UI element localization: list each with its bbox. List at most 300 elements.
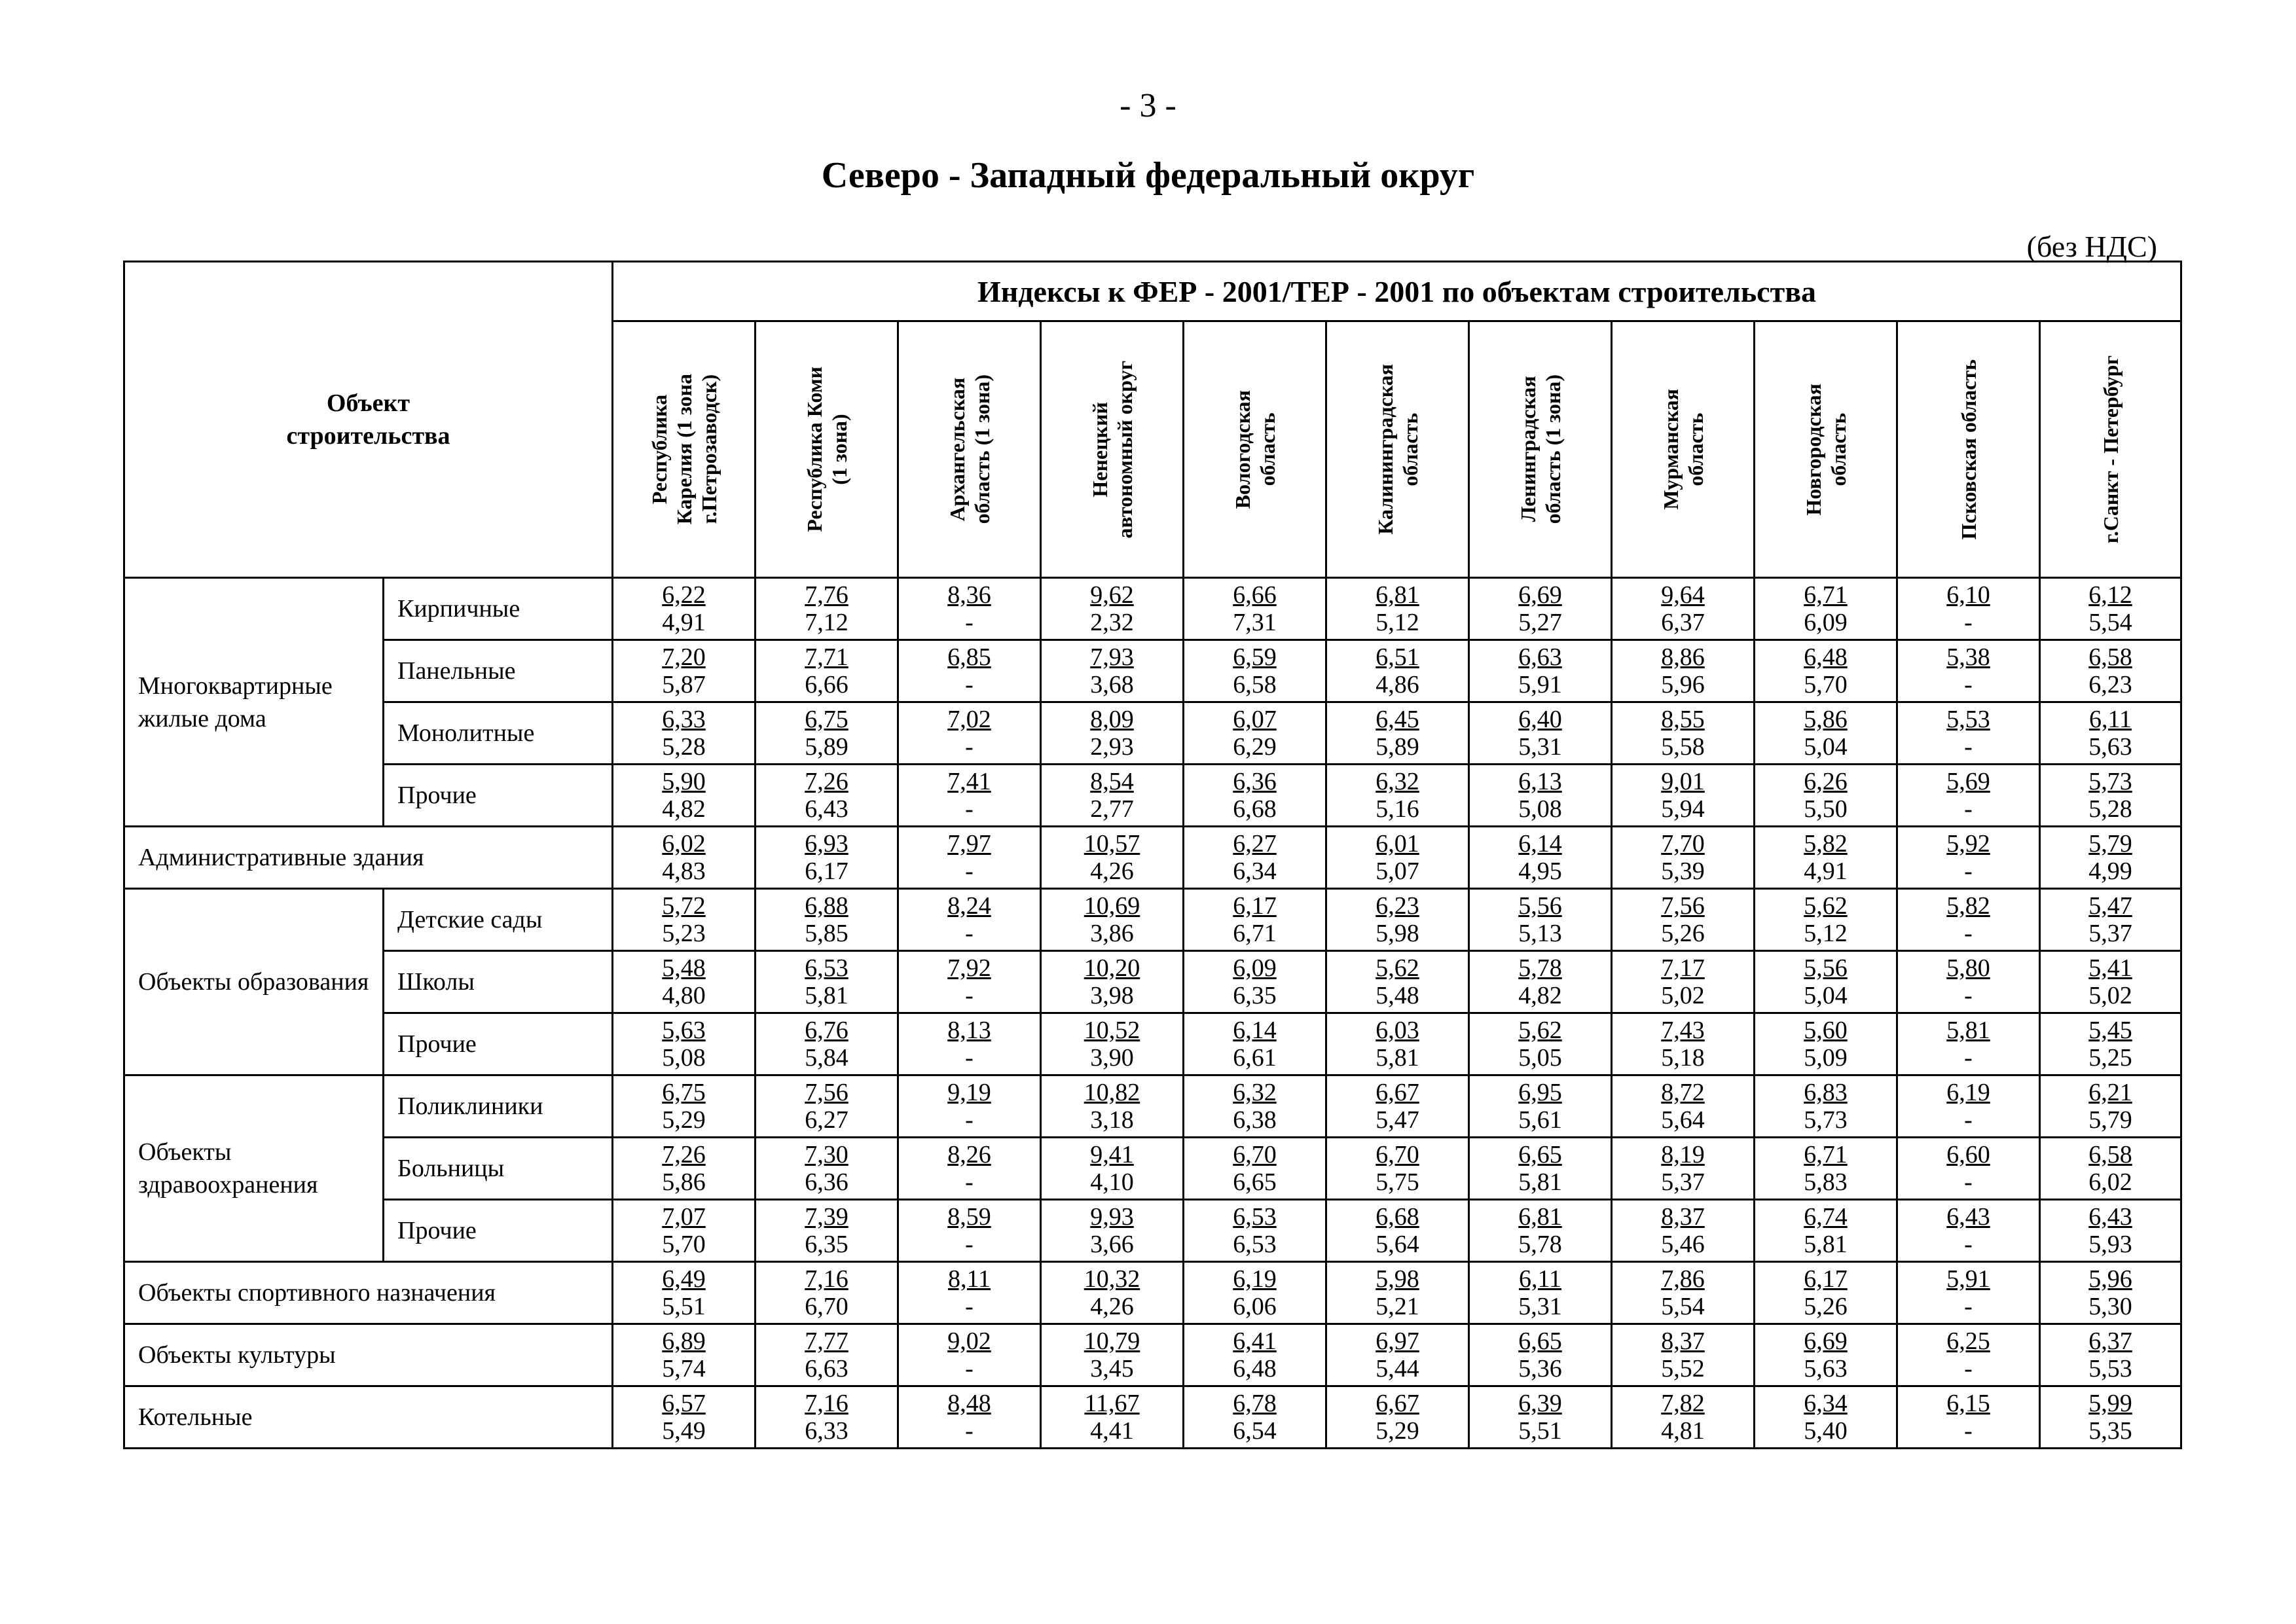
index-cell <box>1326 640 1469 702</box>
ter-index: 4,81 <box>1661 1417 1705 1445</box>
fer-index: 5,38 <box>1946 643 1990 671</box>
fer-index: 7,77 <box>805 1327 848 1355</box>
ter-index: 6,68 <box>1233 795 1277 823</box>
fer-index: 10,52 <box>1084 1017 1140 1044</box>
fer-index: 10,69 <box>1084 892 1140 920</box>
ter-index: 5,78 <box>1518 1231 1562 1258</box>
fer-index: 6,32 <box>1233 1079 1277 1106</box>
ter-index: 5,44 <box>1376 1355 1419 1382</box>
ter-index: 5,05 <box>1518 1044 1562 1072</box>
ter-index: 3,18 <box>1090 1106 1134 1134</box>
fer-index: 5,48 <box>662 954 706 982</box>
ter-index: 5,49 <box>662 1417 706 1445</box>
index-cell <box>1326 951 1469 1013</box>
fer-index: 6,27 <box>1233 830 1277 857</box>
index-cell <box>1612 951 1755 1013</box>
index-cell <box>1184 1262 1326 1324</box>
ter-index: 5,29 <box>662 1106 706 1134</box>
ter-index: 6,65 <box>1233 1168 1277 1196</box>
fer-index: 5,96 <box>2088 1265 2132 1293</box>
index-cell <box>1897 1013 2040 1075</box>
ter-index: 5,58 <box>1661 733 1705 761</box>
ter-index: 6,54 <box>1233 1417 1277 1445</box>
subtype-label: Прочие <box>384 765 613 827</box>
subtype-label: Школы <box>384 951 613 1013</box>
ter-index: 5,37 <box>2088 920 2132 947</box>
fer-index: 7,16 <box>805 1265 848 1293</box>
ter-index: - <box>965 1106 974 1134</box>
table-row <box>124 1200 2181 1262</box>
ter-index: 5,83 <box>1804 1168 1848 1196</box>
fer-index: 6,74 <box>1804 1203 1848 1231</box>
ter-index: 3,45 <box>1090 1355 1134 1382</box>
fer-index: 5,62 <box>1804 892 1848 920</box>
index-cell <box>2040 1200 2181 1262</box>
fer-index: 10,79 <box>1084 1327 1140 1355</box>
index-cell <box>1469 1386 1612 1449</box>
fer-index: 5,91 <box>1946 1265 1990 1293</box>
index-cell <box>1326 1200 1469 1262</box>
fer-index: 7,56 <box>805 1079 848 1106</box>
fer-index: 7,20 <box>662 643 706 671</box>
index-cell <box>756 951 898 1013</box>
ter-index: 5,12 <box>1804 920 1848 947</box>
fer-index: 7,26 <box>805 768 848 795</box>
table-row <box>124 1324 2181 1386</box>
fer-index: 6,40 <box>1518 706 1562 733</box>
fer-index: 7,92 <box>947 954 991 982</box>
ter-index: 5,39 <box>1661 857 1705 885</box>
index-cell <box>2040 827 2181 889</box>
index-cell <box>1612 640 1755 702</box>
fer-index: 5,79 <box>2088 830 2132 857</box>
index-cell <box>1755 765 1897 827</box>
ter-index: 5,26 <box>1661 920 1705 947</box>
subtype-label: Детские сады <box>384 889 613 951</box>
ter-index: - <box>1964 1044 1973 1072</box>
ter-index: 2,93 <box>1090 733 1134 761</box>
ter-index: - <box>965 671 974 698</box>
index-cell <box>1184 951 1326 1013</box>
fer-index: 8,72 <box>1661 1079 1705 1106</box>
index-cell <box>898 1386 1041 1449</box>
ter-index: 5,94 <box>1661 795 1705 823</box>
index-cell <box>2040 1075 2181 1138</box>
ter-index: 5,86 <box>662 1168 706 1196</box>
fer-index: 6,71 <box>1804 1141 1848 1168</box>
fer-index: 6,33 <box>662 706 706 733</box>
ter-index: - <box>965 1231 974 1258</box>
ter-index: 5,81 <box>1518 1168 1562 1196</box>
fer-index: 10,20 <box>1084 954 1140 982</box>
index-cell <box>1184 640 1326 702</box>
index-cell <box>1897 702 2040 765</box>
region-label: Калининградская область <box>1373 364 1422 535</box>
table-row <box>124 889 2181 951</box>
ter-index: 5,89 <box>1376 733 1419 761</box>
fer-index: 6,58 <box>2088 1141 2132 1168</box>
object-label: Котельные <box>124 1386 613 1449</box>
index-cell <box>1755 1013 1897 1075</box>
ter-index: - <box>1964 795 1973 823</box>
index-cell <box>756 1386 898 1449</box>
index-cell <box>1755 951 1897 1013</box>
fer-index: 6,15 <box>1946 1390 1990 1417</box>
table-row <box>124 1386 2181 1449</box>
index-cell <box>1184 1013 1326 1075</box>
fer-index: 6,14 <box>1233 1017 1277 1044</box>
index-cell <box>1041 640 1184 702</box>
index-cell <box>1041 578 1184 640</box>
index-cell <box>2040 578 2181 640</box>
fer-index: 6,19 <box>1233 1265 1277 1293</box>
index-cell <box>613 578 756 640</box>
ter-index: 6,36 <box>805 1168 848 1196</box>
index-cell <box>1326 1075 1469 1138</box>
fer-index: 7,43 <box>1661 1017 1705 1044</box>
table-row <box>124 640 2181 702</box>
subtype-label: Монолитные <box>384 702 613 765</box>
fer-index: 10,57 <box>1084 830 1140 857</box>
fer-index: 8,26 <box>947 1141 991 1168</box>
index-cell <box>1184 1324 1326 1386</box>
index-cell <box>1469 1262 1612 1324</box>
ter-index: 4,99 <box>2088 857 2132 885</box>
fer-index: 6,21 <box>2088 1079 2132 1106</box>
fer-index: 6,67 <box>1376 1079 1419 1106</box>
fer-index: 6,66 <box>1233 581 1277 609</box>
index-cell <box>1755 640 1897 702</box>
index-cell <box>2040 1262 2181 1324</box>
index-cell <box>756 765 898 827</box>
region-label: Ненецкий автономный округ <box>1087 360 1137 539</box>
fer-index: 6,11 <box>2088 706 2132 733</box>
fer-index: 6,95 <box>1518 1079 1562 1106</box>
index-cell <box>2040 702 2181 765</box>
ter-index: 5,73 <box>1804 1106 1848 1134</box>
fer-index: 6,17 <box>1233 892 1277 920</box>
index-cell <box>1184 827 1326 889</box>
fer-index: 7,97 <box>947 830 991 857</box>
fer-index: 6,97 <box>1376 1327 1419 1355</box>
fer-index: 6,36 <box>1233 768 1277 795</box>
ter-index: 5,46 <box>1661 1231 1705 1258</box>
ter-index: 3,98 <box>1090 982 1134 1009</box>
index-cell <box>1469 827 1612 889</box>
index-cell <box>1755 1386 1897 1449</box>
fer-index: 6,75 <box>662 1079 706 1106</box>
fer-index: 5,81 <box>1946 1017 1990 1044</box>
fer-index: 6,32 <box>1376 768 1419 795</box>
fer-index: 6,39 <box>1518 1390 1562 1417</box>
ter-index: - <box>1964 1231 1973 1258</box>
fer-index: 7,16 <box>805 1390 848 1417</box>
region-header <box>898 321 1041 578</box>
ter-index: 5,96 <box>1661 671 1705 698</box>
fer-index: 5,82 <box>1804 830 1848 857</box>
fer-index: 6,89 <box>662 1327 706 1355</box>
fer-index: 6,17 <box>1804 1265 1848 1293</box>
region-label: Республика Коми (1 зона) <box>802 367 851 532</box>
index-cell <box>756 1075 898 1138</box>
index-cell <box>1469 765 1612 827</box>
index-cell <box>613 1262 756 1324</box>
ter-index: 4,82 <box>662 795 706 823</box>
index-cell <box>1184 578 1326 640</box>
fer-index: 6,53 <box>805 954 848 982</box>
region-label: Республика Карелия (1 зона г.Петрозаводск) <box>647 374 721 525</box>
ter-index: 5,28 <box>662 733 706 761</box>
index-cell <box>756 1324 898 1386</box>
fer-index: 11,67 <box>1084 1390 1140 1417</box>
ter-index: 4,80 <box>662 982 706 1009</box>
index-cell <box>756 1200 898 1262</box>
ter-index: - <box>965 733 974 761</box>
ter-index: 4,26 <box>1090 857 1134 885</box>
index-cell <box>613 1013 756 1075</box>
fer-index: 5,56 <box>1518 892 1562 920</box>
index-cell <box>1469 640 1612 702</box>
ter-index: 6,70 <box>805 1293 848 1320</box>
fer-index: 9,64 <box>1661 581 1705 609</box>
ter-index: 4,82 <box>1518 982 1562 1009</box>
index-cell <box>2040 1013 2181 1075</box>
fer-index: 6,41 <box>1233 1327 1277 1355</box>
index-cell <box>2040 1138 2181 1200</box>
index-cell <box>1897 1200 2040 1262</box>
index-cell <box>756 1013 898 1075</box>
index-cell <box>2040 640 2181 702</box>
ter-index: 5,70 <box>662 1231 706 1258</box>
index-cell <box>1469 951 1612 1013</box>
fer-index: 6,11 <box>1518 1265 1562 1293</box>
fer-index: 8,86 <box>1661 643 1705 671</box>
region-header <box>1755 321 1897 578</box>
ter-index: 5,87 <box>662 671 706 698</box>
fer-index: 6,45 <box>1376 706 1419 733</box>
index-cell <box>1897 1075 2040 1138</box>
index-cell <box>756 640 898 702</box>
ter-index: 6,09 <box>1804 609 1848 636</box>
index-cell <box>1041 951 1184 1013</box>
ter-index: - <box>1964 1293 1973 1320</box>
ter-index: 6,27 <box>805 1106 848 1134</box>
index-cell <box>1326 1138 1469 1200</box>
index-cell <box>1755 1075 1897 1138</box>
fer-index: 6,83 <box>1804 1079 1848 1106</box>
fer-index: 9,19 <box>947 1079 991 1106</box>
vat-note: (без НДС) <box>2026 230 2157 263</box>
fer-index: 5,86 <box>1804 706 1848 733</box>
index-cell <box>1897 578 2040 640</box>
ter-index: 5,63 <box>1804 1355 1848 1382</box>
ter-index: 6,53 <box>1233 1231 1277 1258</box>
index-cell <box>1041 889 1184 951</box>
index-cell <box>1326 765 1469 827</box>
index-cell <box>1469 889 1612 951</box>
fer-index: 7,39 <box>805 1203 848 1231</box>
fer-index: 8,55 <box>1661 706 1705 733</box>
index-cell <box>898 765 1041 827</box>
index-cell <box>1184 889 1326 951</box>
index-cell <box>1184 765 1326 827</box>
ter-index: 5,08 <box>662 1044 706 1072</box>
ter-index: 5,53 <box>2088 1355 2132 1382</box>
index-cell <box>1755 1262 1897 1324</box>
region-label: Ленинградская область (1 зона) <box>1516 374 1565 524</box>
ter-index: 3,86 <box>1090 920 1134 947</box>
fer-index: 6,85 <box>947 643 991 671</box>
fer-index: 5,56 <box>1804 954 1848 982</box>
index-cell <box>1041 702 1184 765</box>
fer-index: 6,70 <box>1376 1141 1419 1168</box>
index-cell <box>898 1138 1041 1200</box>
index-cell <box>1326 1262 1469 1324</box>
fer-index: 8,13 <box>947 1017 991 1044</box>
fer-index: 6,60 <box>1946 1141 1990 1168</box>
ter-index: 6,02 <box>2088 1168 2132 1196</box>
index-cell <box>1041 1262 1184 1324</box>
ter-index: - <box>965 1293 974 1320</box>
object-label: Объекты культуры <box>124 1324 613 1386</box>
fer-index: 6,07 <box>1233 706 1277 733</box>
ter-index: 5,04 <box>1804 733 1848 761</box>
fer-index: 5,47 <box>2088 892 2132 920</box>
fer-index: 7,93 <box>1090 643 1134 671</box>
fer-index: 6,22 <box>662 581 706 609</box>
region-header <box>2040 321 2181 578</box>
ter-index: - <box>965 609 974 636</box>
fer-index: 5,80 <box>1946 954 1990 982</box>
ter-index: - <box>965 795 974 823</box>
ter-index: 5,37 <box>1661 1168 1705 1196</box>
fer-index: 7,71 <box>805 643 848 671</box>
index-cell <box>1041 1138 1184 1200</box>
index-cell <box>898 1324 1041 1386</box>
index-cell <box>898 951 1041 1013</box>
region-label: Псковская область <box>1956 359 1980 540</box>
fer-index: 7,82 <box>1661 1390 1705 1417</box>
fer-index: 5,62 <box>1518 1017 1562 1044</box>
fer-index: 6,34 <box>1804 1390 1848 1417</box>
fer-index: 5,98 <box>1376 1265 1419 1293</box>
index-cell <box>613 1324 756 1386</box>
fer-index: 6,57 <box>662 1390 706 1417</box>
fer-index: 6,69 <box>1518 581 1562 609</box>
fer-index: 5,45 <box>2088 1017 2132 1044</box>
ter-index: 5,81 <box>805 982 848 1009</box>
ter-index: 5,25 <box>2088 1044 2132 1072</box>
fer-index: 7,56 <box>1661 892 1705 920</box>
object-label: Административные здания <box>124 827 613 889</box>
subtype-label: Кирпичные <box>384 578 613 640</box>
ter-index: 5,30 <box>2088 1293 2132 1320</box>
index-cell <box>1184 1075 1326 1138</box>
fer-index: 6,14 <box>1518 830 1562 857</box>
index-cell <box>613 889 756 951</box>
index-cell <box>1041 765 1184 827</box>
ter-index: 5,36 <box>1518 1355 1562 1382</box>
ter-index: 2,77 <box>1090 795 1134 823</box>
index-cell <box>756 1138 898 1200</box>
table-row <box>124 827 2181 889</box>
fer-index: 5,90 <box>662 768 706 795</box>
table-row <box>124 951 2181 1013</box>
ter-index: 6,61 <box>1233 1044 1277 1072</box>
ter-index: 4,91 <box>662 609 706 636</box>
table-row <box>124 578 2181 640</box>
fer-index: 6,69 <box>1804 1327 1848 1355</box>
region-label: Вологодская область <box>1230 389 1279 509</box>
ter-index: 6,29 <box>1233 733 1277 761</box>
index-cell <box>1184 702 1326 765</box>
ter-index: - <box>965 857 974 885</box>
fer-index: 5,72 <box>662 892 706 920</box>
index-cell <box>613 1138 756 1200</box>
fer-index: 5,92 <box>1946 830 1990 857</box>
table-row <box>124 1013 2181 1075</box>
fer-index: 6,01 <box>1376 830 1419 857</box>
index-cell <box>1326 1386 1469 1449</box>
fer-index: 6,19 <box>1946 1079 1990 1106</box>
region-header <box>1184 321 1326 578</box>
ter-index: 5,52 <box>1661 1355 1705 1382</box>
index-cell <box>1326 827 1469 889</box>
index-cell <box>898 702 1041 765</box>
index-cell <box>756 1262 898 1324</box>
ter-index: 6,38 <box>1233 1106 1277 1134</box>
fer-index: 9,41 <box>1090 1141 1134 1168</box>
group-label: Объекты здравоохранения <box>124 1075 384 1262</box>
index-cell <box>1469 578 1612 640</box>
index-cell <box>1755 1200 1897 1262</box>
ter-index: 6,66 <box>805 671 848 698</box>
table-row <box>124 765 2181 827</box>
index-cell <box>1469 1200 1612 1262</box>
index-cell <box>1897 1138 2040 1200</box>
index-cell <box>613 827 756 889</box>
fer-index: 6,76 <box>805 1017 848 1044</box>
region-label: Архангельская область (1 зона) <box>945 374 994 524</box>
fer-index: 9,93 <box>1090 1203 1134 1231</box>
fer-index: 6,63 <box>1518 643 1562 671</box>
index-cell <box>898 578 1041 640</box>
ter-index: 5,16 <box>1376 795 1419 823</box>
fer-index: 6,93 <box>805 830 848 857</box>
index-cell <box>1897 1386 2040 1449</box>
ter-index: - <box>965 1044 974 1072</box>
fer-index: 6,13 <box>1518 768 1562 795</box>
fer-index: 8,48 <box>947 1390 991 1417</box>
region-header <box>1469 321 1612 578</box>
index-cell <box>1612 1262 1755 1324</box>
index-cell <box>756 702 898 765</box>
object-column-label: Объект строительства <box>286 389 450 450</box>
fer-index: 6,48 <box>1804 643 1848 671</box>
fer-index: 10,32 <box>1084 1265 1140 1293</box>
fer-index: 7,17 <box>1661 954 1705 982</box>
ter-index: 5,08 <box>1518 795 1562 823</box>
index-cell <box>1612 889 1755 951</box>
ter-index: 5,89 <box>805 733 848 761</box>
index-cell <box>1184 1200 1326 1262</box>
index-cell <box>1612 1013 1755 1075</box>
ter-index: 5,35 <box>2088 1417 2132 1445</box>
ter-index: - <box>965 982 974 1009</box>
index-cell <box>1041 1386 1184 1449</box>
table-body <box>124 578 2181 1449</box>
index-cell <box>1612 1075 1755 1138</box>
